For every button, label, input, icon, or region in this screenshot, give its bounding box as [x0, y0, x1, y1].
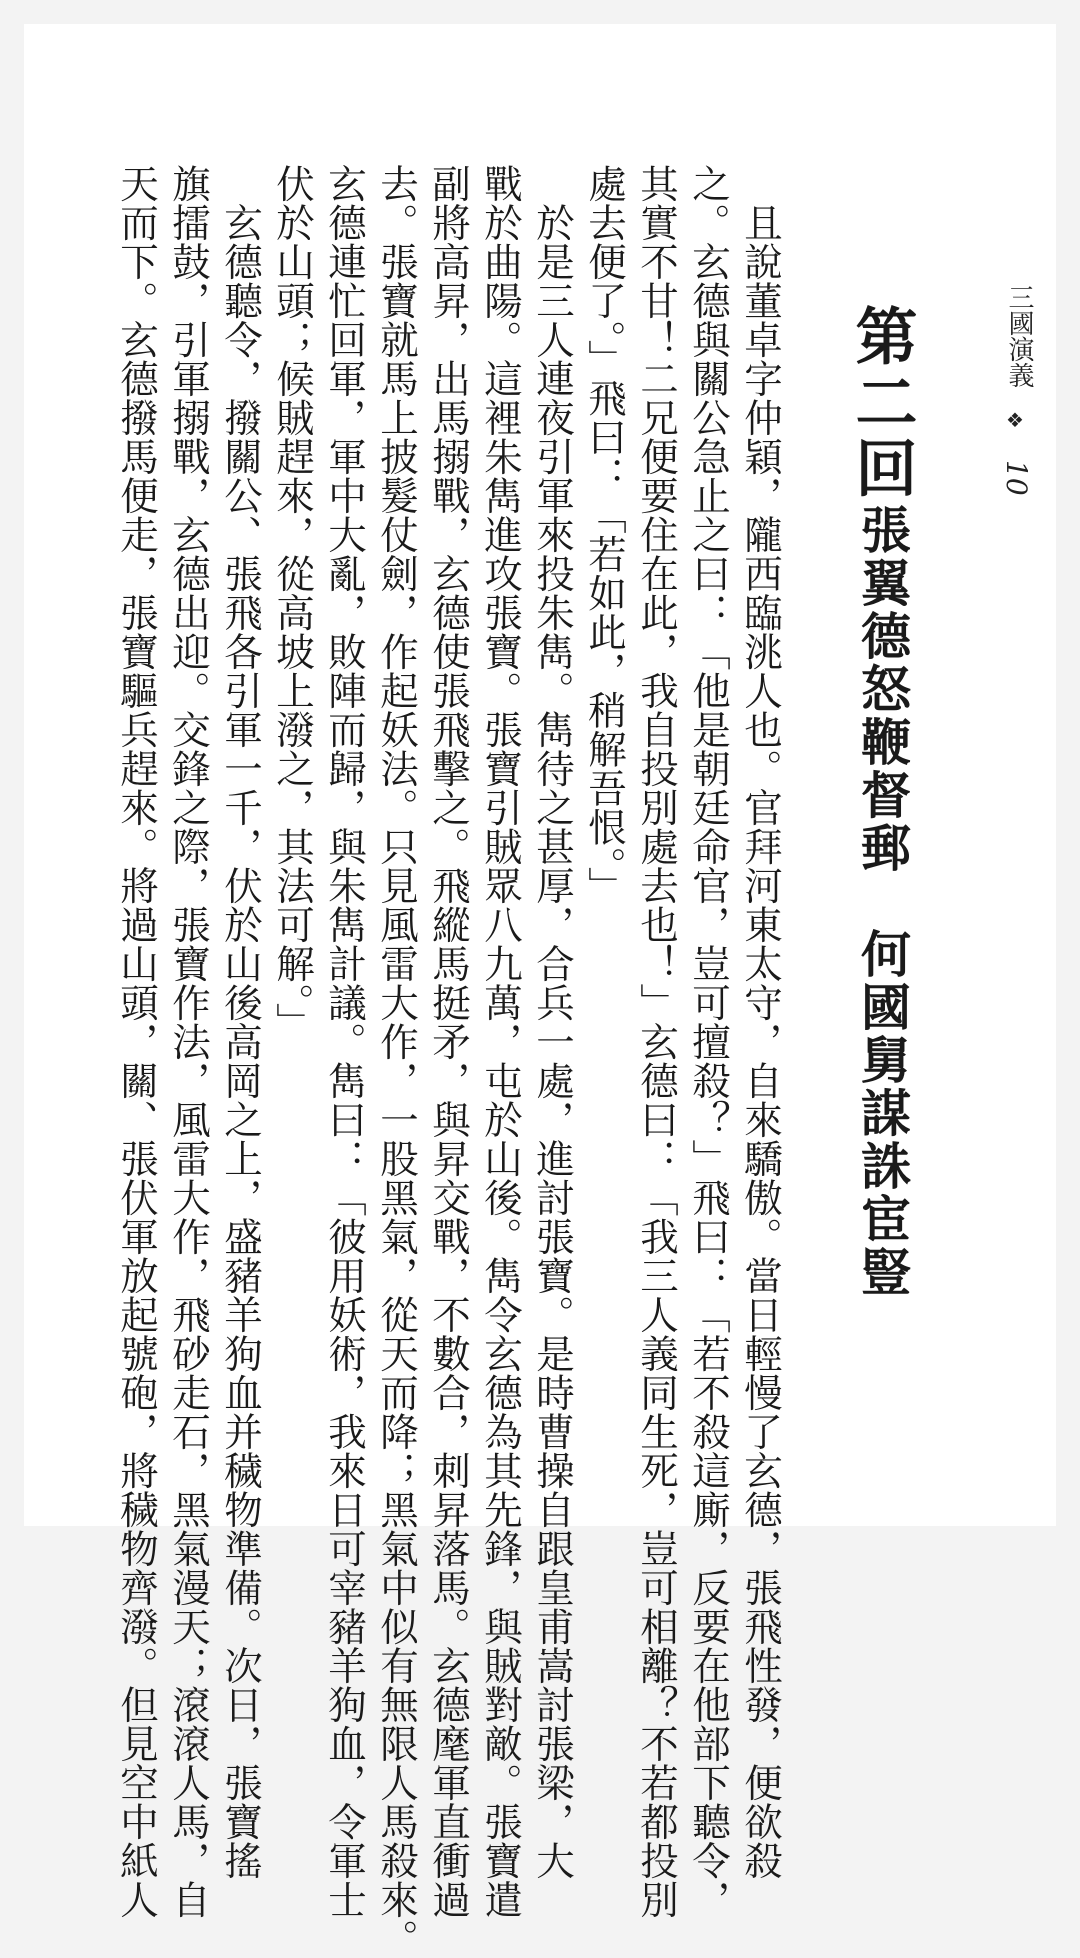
text-column: 玄德連忙回軍，軍中大亂，敗陣而歸，與朱雋計議。雋曰：「彼用妖術，我來日可宰豬羊狗血，令軍士	[322, 164, 367, 1919]
text-column: 旗擂鼓，引軍搦戰，玄德出迎。交鋒之際，張寶作法，風雷大作，飛砂走石，黑氣漫天；滾滾人馬，自	[166, 164, 211, 1919]
text-column: 伏於山頭；候賊趕來，從高坡上潑之，其法可解。」	[270, 164, 315, 1042]
text-column: 其實不甘！二兄便要住在此，我自投別處去也！」玄德曰：「我三人義同生死，豈可相離？不若都投別	[634, 164, 679, 1919]
text-column: 去。張寶就馬上披髮仗劍，作起妖法。只見風雷大作，一股黑氣，從天而降；黑氣中似有無限人馬殺來。	[374, 164, 419, 1958]
chapter-number: 第二回	[845, 304, 918, 502]
text-column: 於是三人連夜引軍來投朱雋。雋待之甚厚，合兵一處，進討張寶。是時曹操自跟皇甫嵩討張梁，大	[530, 164, 575, 1880]
text-column: 之。玄德與關公急止之曰：「他是朝廷命官，豈可擅殺？」飛曰：「若不殺這廝，反要在他部下聽令，	[686, 164, 731, 1919]
running-header-title: 三國演義	[1004, 284, 1034, 388]
text-column: 玄德聽令，撥關公、張飛各引軍一千，伏於山後高岡之上，盛豬羊狗血并穢物準備。次日，張寶搖	[218, 164, 263, 1880]
chapter-title: 張翼德怒鞭督郵 何國舅謀誅宦豎	[853, 504, 912, 1299]
text-column: 且說董卓字仲穎，隴西臨洮人也。官拜河東太守，自來驕傲。當日輕慢了玄德，張飛性發，便欲殺	[738, 164, 783, 1880]
text-column: 副將高昇，出馬搦戰，玄德使張飛擊之。飛縱馬挺矛，與昇交戰，不數合，刺昇落馬。玄德麾軍直衝過	[426, 164, 471, 1919]
text-column: 處去便了。」飛曰：「若如此，稍解吾恨。」	[582, 164, 627, 906]
ornament-icon: ❖	[1006, 408, 1024, 432]
text-column: 戰於曲陽。這裡朱雋進攻張寶。張寶引賊眾八九萬，屯於山後。雋令玄德為其先鋒，與賊對敵。張寶遣	[478, 164, 523, 1919]
text-column: 天而下。玄德撥馬便走，張寶驅兵趕來。將過山頭，關、張伏軍放起號砲，將穢物齊潑。但見空中紙人	[114, 164, 159, 1919]
page-number: 10	[1000, 460, 1033, 496]
book-page	[24, 24, 1056, 1958]
